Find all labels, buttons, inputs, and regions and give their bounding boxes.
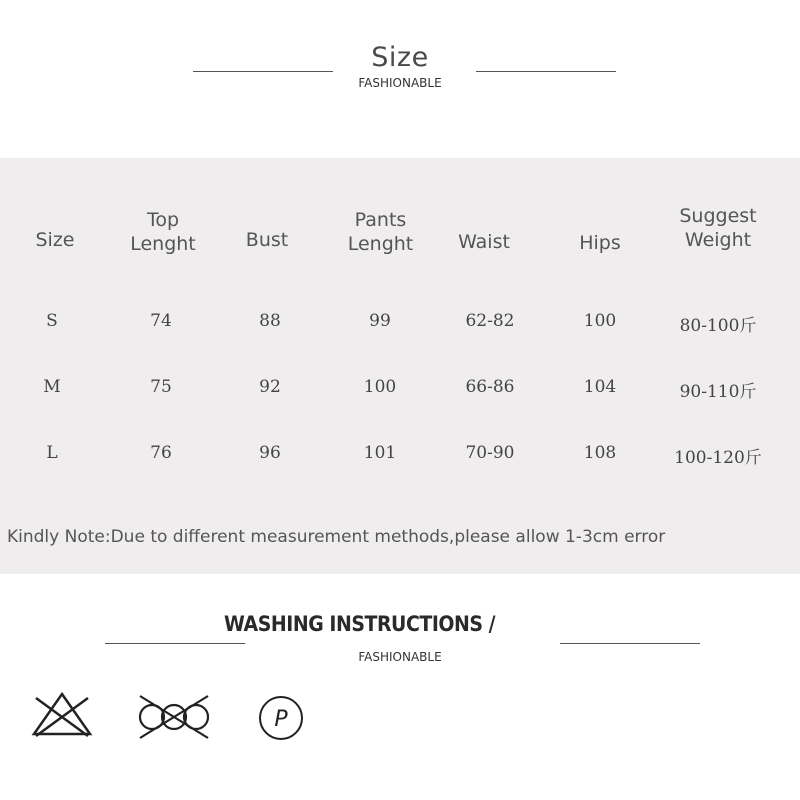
cell-top-length: 76 — [150, 443, 172, 463]
cell-size: L — [46, 443, 58, 463]
cell-bust: 96 — [259, 443, 281, 463]
cell-bust: 88 — [259, 311, 281, 331]
cell-size: M — [43, 377, 61, 397]
cell-size: S — [46, 311, 58, 331]
col-header-label: Size — [35, 229, 75, 251]
cell-pants-length: 99 — [369, 311, 391, 331]
col-header-size — [15, 228, 95, 252]
cell-waist: 70-90 — [465, 443, 515, 463]
size-title: Size — [371, 42, 429, 73]
col-header-label: Top Lenght — [130, 209, 196, 255]
cell-waist: 62-82 — [465, 311, 515, 331]
col-header-label: Bust — [245, 229, 289, 251]
cell-bust: 92 — [259, 377, 281, 397]
cell-pants-length: 100 — [363, 377, 397, 397]
cell-top-length: 74 — [150, 311, 172, 331]
cell-waist: 66-86 — [465, 377, 515, 397]
cell-top-length: 75 — [150, 377, 172, 397]
col-header-label: Pants Lenght — [347, 209, 414, 255]
col-header-hips — [560, 231, 640, 255]
do-not-tumble-dry-icon — [134, 692, 214, 742]
divider-line — [193, 71, 333, 72]
col-header-label: Suggest Weight — [679, 205, 757, 251]
cell-suggest-weight: 100-120斤 — [674, 448, 762, 468]
col-header-label: Hips — [579, 232, 621, 254]
cell-hips: 100 — [583, 311, 617, 331]
col-header-top-length — [113, 208, 213, 256]
cell-suggest-weight: 90-110斤 — [679, 382, 757, 402]
divider-line — [560, 643, 700, 644]
cell-suggest-weight: 80-100斤 — [679, 316, 757, 336]
measurement-note: Kindly Note:Due to different measurement methods,please allow 1-3cm error — [7, 527, 666, 547]
cell-pants-length: 101 — [363, 443, 397, 463]
col-header-pants-length — [328, 208, 433, 256]
divider-line — [105, 643, 245, 644]
size-subtitle: FASHIONABLE — [358, 76, 442, 90]
cell-hips: 104 — [583, 377, 617, 397]
divider-line — [476, 71, 616, 72]
washing-subtitle: FASHIONABLE — [358, 650, 442, 664]
col-header-bust — [227, 228, 307, 252]
col-header-suggest-weight — [663, 204, 773, 252]
no-bleach-icon — [30, 690, 94, 740]
col-header-waist — [444, 230, 524, 254]
col-header-label: Waist — [458, 231, 510, 253]
washing-title: WASHING INSTRUCTIONS / — [224, 612, 496, 636]
dry-clean-letter: P — [274, 707, 288, 732]
cell-hips: 108 — [583, 443, 617, 463]
dry-clean-p-icon — [257, 694, 305, 742]
